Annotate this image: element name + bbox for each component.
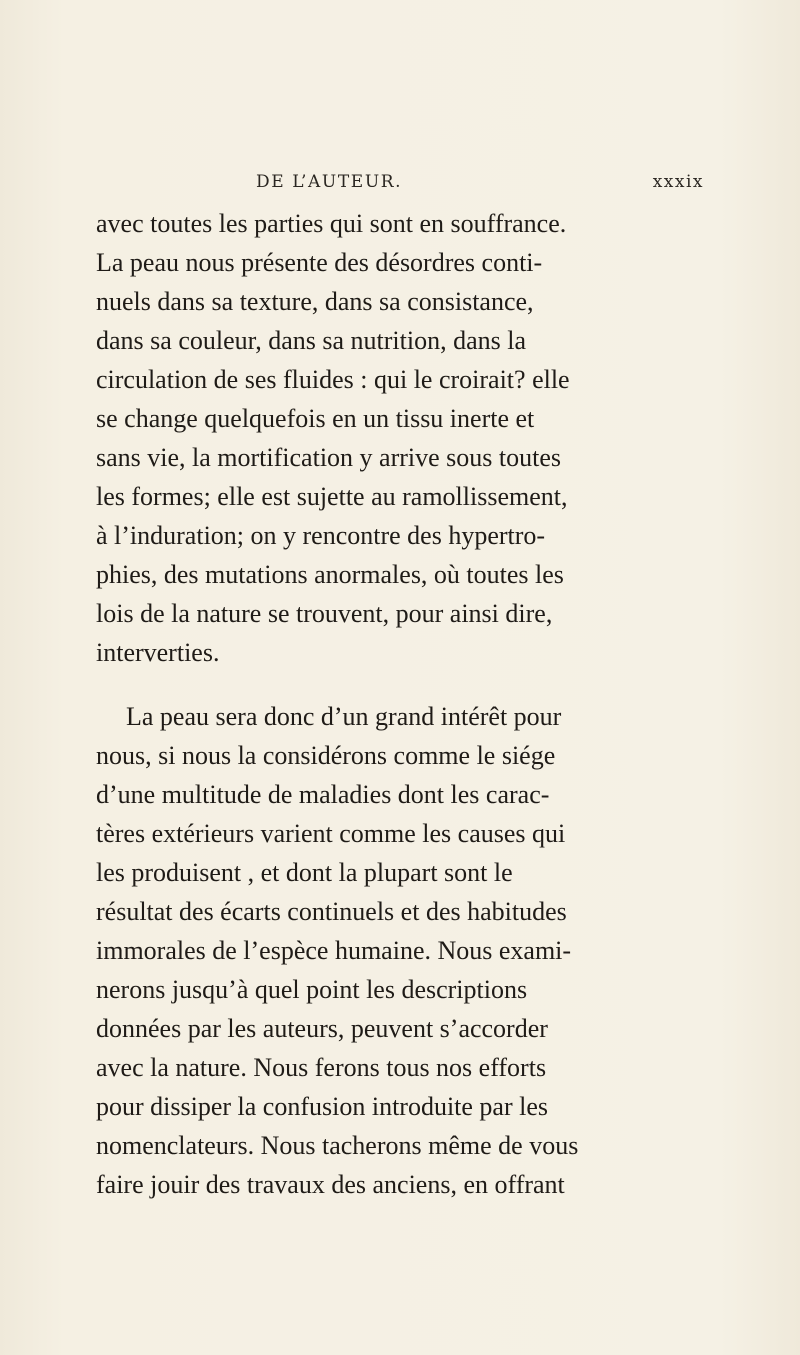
text-line: d’une multitude de maladies dont les carac-: [96, 780, 550, 809]
text-line: phies, des mutations anormales, où toutes les: [96, 560, 564, 589]
page-number: xxxix: [652, 172, 704, 192]
text-line: résultat des écarts continuels et des habitudes: [96, 897, 567, 926]
text-line: avec toutes les parties qui sont en souffrance.: [96, 209, 567, 238]
text-line: La peau sera donc d’un grand intérêt pour: [126, 702, 562, 731]
text-line: avec la nature. Nous ferons tous nos efforts: [96, 1053, 547, 1082]
text-line: pour dissiper la confusion introduite par les: [96, 1092, 549, 1121]
paragraph-1: [96, 204, 712, 672]
text-line: les produisent , et dont la plupart sont le: [96, 858, 513, 887]
paragraph-gap: [96, 672, 712, 697]
text-line: immorales de l’espèce humaine. Nous exami-: [96, 936, 572, 965]
text-line: se change quelquefois en un tissu inerte et: [96, 404, 535, 433]
text-line: dans sa couleur, dans sa nutrition, dans la: [96, 326, 527, 355]
text-line: faire jouir des travaux des anciens, en offrant: [96, 1170, 565, 1199]
text-line: circulation de ses fluides : qui le croirait? elle: [96, 365, 570, 394]
page-header: [256, 172, 704, 200]
text-line: tères extérieurs varient comme les causes qui: [96, 819, 566, 848]
text-line: interverties.: [96, 638, 220, 667]
text-line: nerons jusqu’à quel point les descriptions: [96, 975, 528, 1004]
text-line: nuels dans sa texture, dans sa consistance,: [96, 287, 534, 316]
text-line: nomenclateurs. Nous tacherons même de vous: [96, 1131, 579, 1160]
body-text: [96, 204, 712, 1204]
text-line: lois de la nature se trouvent, pour ainsi dire,: [96, 599, 553, 628]
paragraph-2: [96, 697, 712, 1204]
text-line: nous, si nous la considérons comme le siége: [96, 741, 556, 770]
running-head: DE L’AUTEUR.: [256, 172, 403, 192]
text-line: données par les auteurs, peuvent s’accorder: [96, 1014, 548, 1043]
text-line: sans vie, la mortification y arrive sous toutes: [96, 443, 562, 472]
text-line: les formes; elle est sujette au ramollissement,: [96, 482, 568, 511]
text-line: à l’induration; on y rencontre des hypertro-: [96, 521, 546, 550]
text-line: La peau nous présente des désordres conti-: [96, 248, 543, 277]
